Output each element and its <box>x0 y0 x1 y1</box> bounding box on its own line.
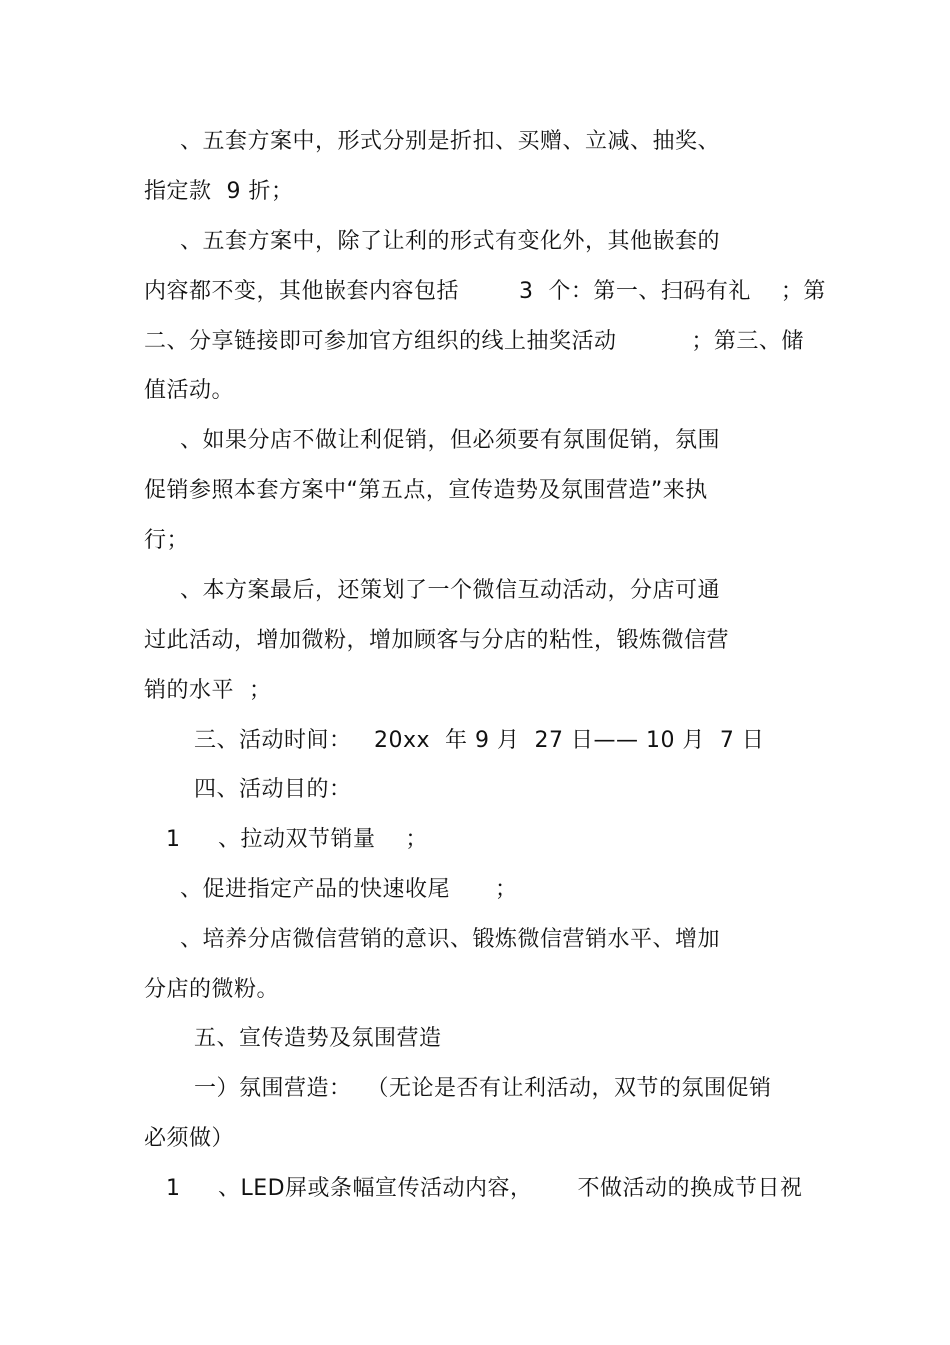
text-line: 内容都不变，其他嵌套内容包括 3 个：第一、扫码有礼 ；第 <box>144 279 826 304</box>
text-line: 促销参照本套方案中“第五点，宣传造势及氛围营造”来执 <box>144 478 708 503</box>
text-line: 1 、拉动双节销量 ； <box>166 827 428 852</box>
text-line: 销的水平 ； <box>144 678 272 703</box>
text-line: 1 、LED屏或条幅宣传活动内容， 不做活动的换成节日祝 <box>166 1176 803 1201</box>
text-line: 必须做） <box>144 1126 235 1151</box>
text-line: 、促进指定产品的快速收尾 ； <box>180 877 518 902</box>
text-line: 分店的微粉。 <box>144 977 280 1002</box>
text-line: 指定款 9 折； <box>144 179 294 204</box>
section-heading: 三、活动时间： 20xx 年 9 月 27 日—— 10 月 7 日 <box>194 728 765 753</box>
section-heading: 五、宣传造势及氛围营造 <box>194 1026 442 1051</box>
text-line: 一）氛围营造： （无论是否有让利活动，双节的氛围促销 <box>194 1076 772 1101</box>
text-line: 、五套方案中，除了让利的形式有变化外，其他嵌套的 <box>180 229 721 254</box>
text-line: 、如果分店不做让利促销，但必须要有氛围促销，氛围 <box>180 428 721 453</box>
text-line: 、五套方案中，形式分别是折扣、买赠、立减、抽奖、 <box>180 129 721 154</box>
text-line: 、培养分店微信营销的意识、锻炼微信营销水平、增加 <box>180 927 721 952</box>
text-line: 、本方案最后，还策划了一个微信互动活动，分店可通 <box>180 578 721 603</box>
text-line: 行； <box>144 528 190 553</box>
section-heading: 四、活动目的： <box>194 777 352 802</box>
text-line: 过此活动，增加微粉，增加顾客与分店的粘性，锻炼微信营 <box>144 628 730 653</box>
text-line: 值活动。 <box>144 378 235 403</box>
text-line: 二、分享链接即可参加官方组织的线上抽奖活动 ；第三、储 <box>144 329 804 354</box>
